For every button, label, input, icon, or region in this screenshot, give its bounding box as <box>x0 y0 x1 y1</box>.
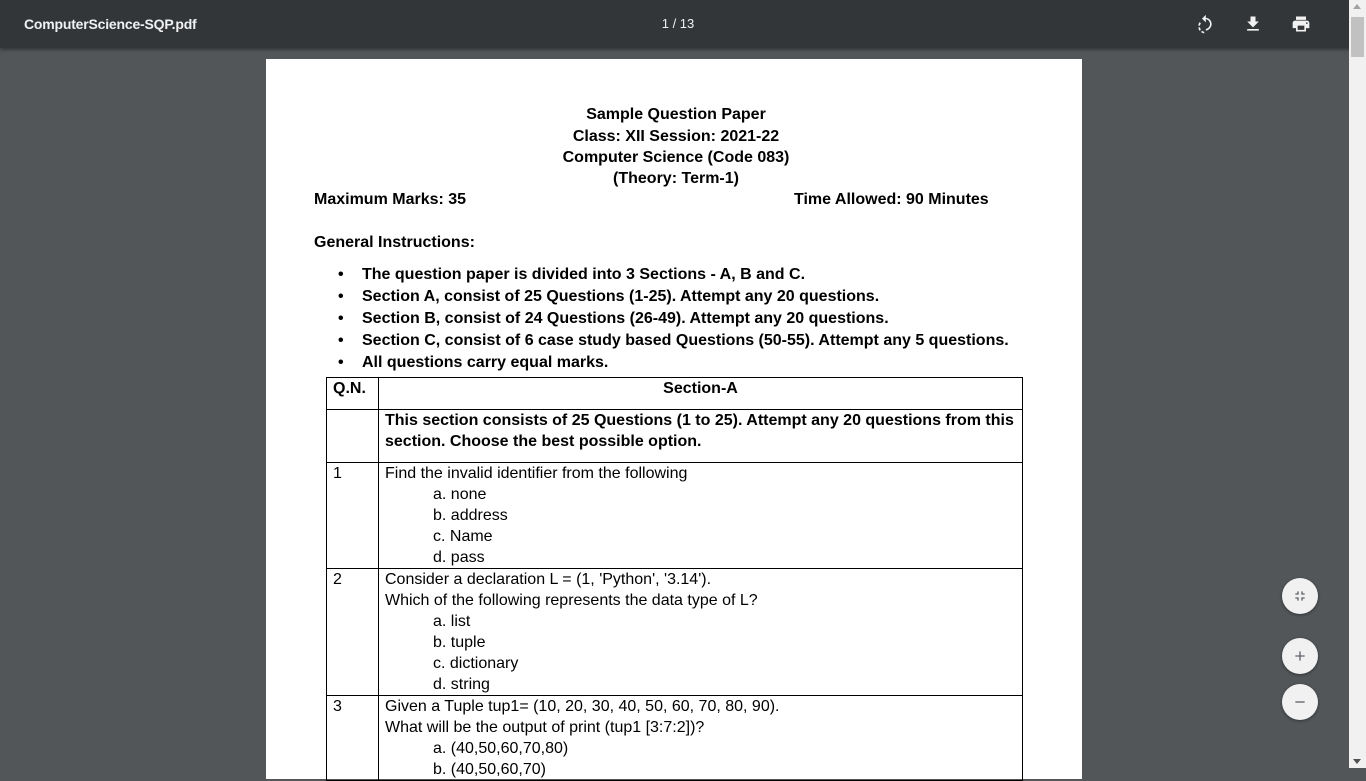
option: b. tuple <box>433 634 486 651</box>
maximum-marks: Maximum Marks: 35 <box>314 191 467 208</box>
paper-term: (Theory: Term-1) <box>613 170 739 187</box>
rotate-icon <box>1195 14 1215 34</box>
paper-title: Sample Question Paper <box>586 106 766 123</box>
paper-subject: Computer Science (Code 083) <box>562 149 790 166</box>
option: b. address <box>433 507 508 524</box>
question-text: Given a Tuple tup1= (10, 20, 30, 40, 50, 60, 70, 80, 90). <box>385 698 780 715</box>
question-text: Consider a declaration L = (1, 'Python', '3.14'). <box>385 571 712 588</box>
zoom-in-button[interactable] <box>1282 638 1318 674</box>
instruction-item: • Section B, consist of 24 Questions (26-49). Attempt any 20 questions. <box>314 310 1009 332</box>
fit-page-button[interactable] <box>1282 578 1318 614</box>
print-button[interactable] <box>1289 12 1313 36</box>
document-title: ComputerScience-SQP.pdf <box>24 16 197 32</box>
section-column-header: Section-A <box>379 378 1023 410</box>
question-text: Find the invalid identifier from the following <box>385 465 688 482</box>
table-row <box>327 463 1023 569</box>
table-row <box>327 569 1023 696</box>
option: b. (40,50,60,70) <box>433 761 546 778</box>
option: c. dictionary <box>433 655 519 672</box>
download-button[interactable] <box>1241 12 1265 36</box>
question-body <box>379 463 1023 569</box>
fit-page-icon <box>1292 588 1308 604</box>
question-number: 1 <box>327 463 379 569</box>
option: a. list <box>433 613 471 630</box>
pdf-toolbar <box>0 0 1366 48</box>
instructions-list <box>314 266 1009 376</box>
question-text: What will be the output of print (tup1 [3:7:2])? <box>385 719 705 736</box>
pdf-page <box>266 59 1082 779</box>
zoom-out-button[interactable] <box>1282 684 1318 720</box>
question-text: Which of the following represents the data type of L? <box>385 592 758 609</box>
time-allowed: Time Allowed: 90 Minutes <box>794 191 989 208</box>
option: d. pass <box>433 549 485 566</box>
scroll-down-arrow[interactable] <box>1353 759 1361 764</box>
page-indicator: 1 / 13 <box>661 16 695 31</box>
instruction-item: • Section A, consist of 25 Questions (1-25). Attempt any 20 questions. <box>314 288 1009 310</box>
question-number: 3 <box>327 696 379 781</box>
scrollbar-thumb[interactable] <box>1351 17 1364 57</box>
option: d. string <box>433 676 490 693</box>
section-intro: This section consists of 25 Questions (1 to 25). Attempt any 20 questions from this section. Choose the best possible option. <box>379 410 1023 463</box>
question-body <box>379 569 1023 696</box>
plus-icon <box>1292 648 1308 664</box>
print-icon <box>1291 14 1311 34</box>
qn-column-header: Q.N. <box>327 378 379 410</box>
option: a. (40,50,60,70,80) <box>433 740 569 757</box>
table-row <box>327 410 1023 463</box>
instructions-heading: General Instructions: <box>314 234 475 251</box>
instruction-item: • Section C, consist of 6 case study based Questions (50-55). Attempt any 5 questions. <box>314 332 1009 354</box>
minus-icon <box>1292 694 1308 710</box>
questions-table <box>326 377 1023 781</box>
scroll-up-arrow[interactable] <box>1353 4 1361 9</box>
option: c. Name <box>433 528 493 545</box>
table-header-row <box>327 378 1023 410</box>
vertical-scrollbar[interactable] <box>1349 0 1366 768</box>
instruction-item: • All questions carry equal marks. <box>314 354 1009 376</box>
question-number: 2 <box>327 569 379 696</box>
rotate-button[interactable] <box>1193 12 1217 36</box>
instruction-item: • The question paper is divided into 3 Sections - A, B and C. <box>314 266 1009 288</box>
option: a. none <box>433 486 487 503</box>
download-icon <box>1243 14 1263 34</box>
paper-class-session: Class: XII Session: 2021-22 <box>572 128 780 145</box>
